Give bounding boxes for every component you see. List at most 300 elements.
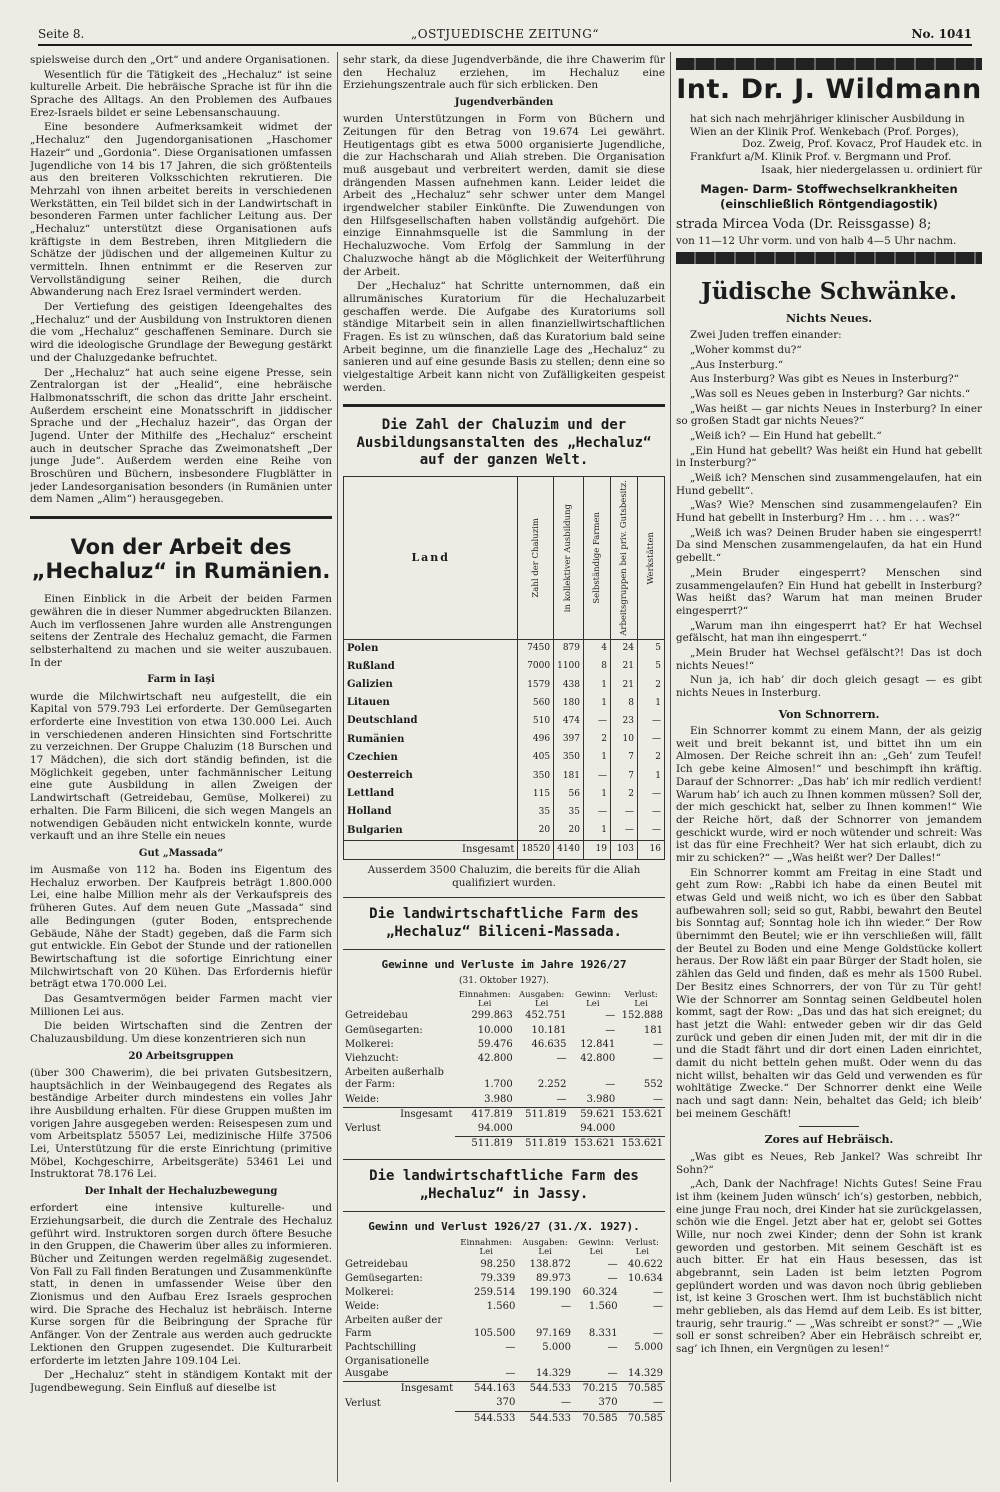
- story-zores: [676, 1151, 982, 1356]
- ad-border: [676, 58, 982, 70]
- value-cell: 560: [518, 694, 554, 712]
- value-cell: —: [638, 731, 665, 749]
- header-label: Selbständige Farmen: [591, 511, 602, 604]
- value-cell: 474: [554, 712, 584, 730]
- country-cell: Rumänien: [344, 731, 518, 749]
- amount-cell: 10.000: [477, 1024, 513, 1036]
- country-cell: Oesterreich: [344, 767, 518, 785]
- amount-cell: —: [653, 1093, 663, 1105]
- paragraph: wurden Unterstützungen in Form von Büchern und Zeitungen für den Betrag von 19.674 Lei gewährt. Heutigentags gibt es etwa 5000 organisierte Jugendliche, die zur Hachscharah und Aliah streben. Die Organisation muß ausgebaut und verbreitert werden, damit sie diese drängenden Massen aufnehmen kann. Leider leidet die Arbeit des „Hechaluz“ sehr schwer unter dem Mangel irgendwelcher stabiler Einkünfte. Die Zuwendungen von den Hilfsgesellschaften haben vollständig aufgehört. Die einzige Einnahmsquelle ist die Sammlung in der Hechaluzwoche. Vom Erfolg der Sammlung in der Chaluzwoche hängt ab die Möglichkeit der Weiterführung der Arbeit.: [343, 113, 665, 278]
- country-cell: Litauen: [344, 694, 518, 712]
- value-cell: 438: [554, 676, 584, 694]
- table-header-cell: Ausgaben: Lei: [518, 989, 565, 1009]
- value-cell: —: [611, 803, 638, 821]
- farm1-title: Die landwirtschaftliche Farm des „Hechaluz“ Biliceni-Massada.: [369, 906, 639, 940]
- table-header-cell: Land: [344, 476, 518, 639]
- story-paragraph: Ein Schnorrer kommt am Freitag in eine Stadt und geht zum Row: „Rabbi ich habe da einen Beutel mit etwas Geld und weiß nicht, wo ich es über den Sabbat aufbewahren soll; seid so gut, Rabbi, bewahrt den Beutel bis Sonntag auf; Sonntag hole ich ihn wieder.“ Der Row übernimmt den Beutel; wie er ihn verschließen will, fällt der Beutel zu Boden und eine Menge Goldstücke kollert heraus. Der Row läßt ein paar Bürger der Stadt holen, sie zählen das Geld und finden, daß es mehr als 1500 Rubel. Der Besitz eines Schnorrers, der von Tür zu Tür geht! Wie der Schnorrer am Sonntag seinen Geldbeutel holen kommt, sagt der Row: „Das und das hat sich ereignet; du hast jetzt die Wahl: entweder geben wir dir das Geld zurück und geben dir einen Juden mit, der mit dir in die und die Stadt fährt und dir dort einen Laden einrichtet, damit du nicht betteln gehen mußt. Oder wenn du das nicht willst, behalten wir das Geld und verwenden es für wohltätige Zwecke.“ Der Schnorrer denkt eine Weile nach und sagt dann: Nein, behaltet das Geld; ich bleib’ bei meinem Geschäft!: [676, 866, 982, 1120]
- ad-line: hat sich nach mehrjähriger klinischer Ausbildung in: [690, 112, 965, 125]
- amount-cell: 452.751: [525, 1010, 567, 1022]
- amount-cell: —: [605, 1024, 616, 1036]
- row-label: Getreidebau: [345, 1258, 408, 1270]
- amount-cell: 97.169: [535, 1327, 571, 1339]
- subheading: 20 Arbeitsgruppen: [128, 1050, 234, 1062]
- table-row: [344, 767, 665, 785]
- divider: [343, 404, 665, 407]
- table-header-cell: Verlust: Lei: [625, 1237, 659, 1257]
- value-cell: 23: [611, 712, 638, 730]
- column-1: [30, 54, 332, 1484]
- amount-cell: 59.621: [569, 1107, 618, 1122]
- table-header-cell: Gewinn: Lei: [575, 989, 611, 1009]
- table-row: [344, 785, 665, 803]
- amount-cell: 98.250: [480, 1258, 516, 1270]
- row-label: Weide:: [345, 1093, 380, 1105]
- value-cell: 2: [638, 676, 665, 694]
- amount-cell: 511.819: [455, 1137, 515, 1152]
- value-cell: 879: [554, 639, 584, 658]
- table-row: [344, 694, 665, 712]
- amount-cell: [617, 1122, 665, 1137]
- column-3: [676, 54, 982, 1484]
- ad-line: Wien an der Klinik Prof. Wenkebach (Prof. Porges),: [690, 125, 959, 138]
- value-cell: 24: [611, 639, 638, 658]
- row-label: Gemüsegarten:: [345, 1272, 423, 1284]
- country-cell: Insgesamt: [344, 840, 518, 859]
- amount-cell: 153.621: [617, 1137, 665, 1152]
- header-label: in kollektiver Ausbildung: [563, 503, 574, 612]
- country-cell: Galizien: [344, 676, 518, 694]
- paragraph: spielsweise durch den „Ort“ und andere Organisationen.: [30, 54, 330, 66]
- table-row: [343, 1382, 665, 1397]
- table-row: [344, 639, 665, 658]
- country-cell: Czechien: [344, 749, 518, 767]
- table-row: [343, 1093, 665, 1108]
- value-cell: —: [638, 822, 665, 841]
- story-nichts-neues: [676, 329, 982, 700]
- subheading: Jugendverbänden: [454, 97, 554, 109]
- empty-header: [343, 990, 455, 1010]
- table-row: [343, 1396, 665, 1411]
- table-row: [344, 840, 665, 859]
- amount-cell: —: [653, 1301, 663, 1313]
- paragraph: Der Vertiefung des geistigen Ideengehaltes des „Hechaluz“ und der Ausbildung von Instruktoren dienen die vom „Hechaluz“ geschaffenen Seminare. Durch sie wird die ideologische Grundlage der Bewegung gestärkt und der Chaluzgedanke befruchtet.: [30, 301, 332, 364]
- empty-header: [343, 1238, 455, 1258]
- paragraph: im Ausmaße von 112 ha. Boden ins Eigentum des Hechaluz erworben. Der Kaufpreis beträgt 1.800.000 Lei, eine halbe Million mehr als der Verkaufspreis des früheren Gutes. Auf dem neuen Gute „Massada“ sind alle Bedingungen (guter Boden, entsprechende Gebäude, Nähe der Stadt) gegeben, daß die Farm sich gut entwickle. Ein Gebot der Stunde und der rationellen Bewirtschaftung ist die sofortige Einrichtung einer Milchwirtschaft von 20 Kühen. Das Erfordernis hiefür beträgt etwa 170.000 Lei.: [30, 864, 332, 991]
- table-row: [343, 1024, 665, 1038]
- story-paragraph: Aus Insterburg? Was gibt es Neues in Insterburg?“: [690, 373, 959, 386]
- row-label: Molkerei:: [345, 1038, 394, 1050]
- table-row: [343, 1066, 665, 1092]
- story-von-schnorrern: [676, 725, 982, 1120]
- paragraph: (über 300 Chawerim), die bei privaten Gutsbesitzern, hauptsächlich in der Weinbaugegend des Regates als beständige Arbeiter durch mindestens ein volles Jahr ihre Ausbildung erhalten. Für diese Gruppen mußten im vorigen Jahre ausgegeben werden: Reisespesen zum und vom Arbeitsplatz 55057 Lei, medizinische Hilfe 37506 Lei, Unterstützung für die erste Einrichtung (primitive Möbel, Kochgeschirre, Arbeitsgeräte) 53461 Lei und Instruktorat 78.176 Lei.: [30, 1066, 332, 1181]
- subheading: Der Inhalt der Hechaluzbewegung: [84, 1186, 278, 1198]
- amount-cell: 94.000: [580, 1122, 616, 1134]
- table-header-cell: Einnahmen: Lei: [460, 1237, 513, 1257]
- paragraph: erfordert eine intensive kulturelle- und Erziehungsarbeit, die durch die Zentrale des Hechaluz geführt wird. Instruktoren sorgen durch öftere Besuche in den Gruppen, die Chawerim über alles zu informieren. Bücher und Zeitungen werden regelmäßig zugesendet. Von Fall zu Fall finden Beratungen und Zusammenkünfte statt, in denen in umfassender Weise über den Zionismus und den Aufbau Erez Israels gesprochen wird. Die Sprache des Hechaluz ist hebräisch. Interne Kurse sorgen für die Beibringung der Sprache für Anfänger. Von der Zentrale aus werden auch gedruckte Lektionen den Gruppen zugesendet. Die Kulturarbeit erforderte im letzten Jahre 109.104 Lei.: [30, 1202, 332, 1367]
- amount-cell: 152.888: [621, 1010, 663, 1022]
- farm1-subtitle: Gewinne und Verluste im Jahre 1926/27: [381, 958, 627, 972]
- paragraph: Das Gesamtvermögen beider Farmen macht vier Millionen Lei aus.: [30, 992, 332, 1018]
- value-cell: 10: [611, 731, 638, 749]
- value-cell: 1100: [554, 658, 584, 676]
- row-label: Molkerei:: [345, 1286, 394, 1298]
- table-header-cell: Einnahmen: Lei: [458, 989, 511, 1009]
- amount-cell: [515, 1122, 569, 1137]
- amount-cell: —: [607, 1272, 618, 1284]
- page-header: [38, 24, 972, 46]
- story-paragraph: „Weiß ich? Menschen sind zusammengelaufen, hat ein Hund gebellt“.: [676, 472, 982, 497]
- amount-cell: 10.181: [531, 1024, 567, 1036]
- ad-line: Isaak, hier niedergelassen u. ordiniert für: [761, 163, 982, 176]
- country-cell: Lettland: [344, 785, 518, 803]
- amount-cell: —: [653, 1327, 663, 1339]
- table-row: [343, 1314, 665, 1340]
- divider: [343, 949, 665, 950]
- amount-cell: 3.980: [484, 1093, 513, 1105]
- subheading: Gut „Massada“: [138, 847, 224, 859]
- amount-cell: 70.585: [573, 1411, 620, 1426]
- amount-cell: —: [560, 1397, 571, 1409]
- amount-cell: 299.863: [471, 1010, 513, 1022]
- section-headline: Jüdische Schwänke.: [700, 277, 958, 305]
- amount-cell: 8.331: [588, 1327, 618, 1339]
- amount-cell: 417.819: [455, 1107, 515, 1122]
- row-label: Insgesamt: [343, 1107, 455, 1122]
- table-header-cell: Ausgaben: Lei: [522, 1237, 568, 1257]
- story-paragraph: „Woher kommst du?“: [690, 343, 802, 356]
- country-cell: Holland: [344, 803, 518, 821]
- row-label: Gemüsegarten:: [345, 1024, 423, 1036]
- value-cell: 4140: [554, 840, 584, 859]
- amount-cell: 370: [496, 1397, 516, 1409]
- paragraph: Die beiden Wirtschaften sind die Zentren der Chaluzausbildung. Um diese konzentrieren sich nun: [30, 1020, 332, 1046]
- table-header-cell: [638, 476, 665, 639]
- table-row: [343, 1411, 665, 1426]
- amount-cell: 370: [598, 1397, 618, 1409]
- value-cell: —: [638, 785, 665, 803]
- table-row: [343, 1286, 665, 1300]
- amount-cell: —: [653, 1397, 663, 1409]
- value-cell: 4: [584, 639, 611, 658]
- amount-cell: 46.635: [531, 1038, 567, 1050]
- amount-cell: 544.533: [517, 1382, 573, 1397]
- ad-address: strada Mircea Voda (Dr. Reissgasse) 8;: [676, 217, 932, 233]
- value-cell: —: [584, 767, 611, 785]
- value-cell: 1579: [518, 676, 554, 694]
- value-cell: 1: [638, 694, 665, 712]
- table-row: [344, 731, 665, 749]
- farm2-balance-table: [343, 1238, 665, 1426]
- table-row: [344, 712, 665, 730]
- ad-doctor-name: Int. Dr. J. Wildmann: [676, 74, 982, 105]
- column-rule: [337, 52, 338, 1482]
- table-row: [343, 1038, 665, 1052]
- story-title: Nichts Neues.: [785, 311, 873, 325]
- value-cell: 115: [518, 785, 554, 803]
- divider: [343, 1211, 665, 1212]
- amount-cell: 42.800: [580, 1053, 616, 1065]
- story-paragraph: Ein Schnorrer kommt zu einem Mann, der als geizig weit und breit bekannt ist, und bittet ihn um ein Almosen. Der Reiche schreit ihn an: „Geh’ zum Teufel! Ich gebe keine Almosen!“ und beschimpft ihn kräftig. Darauf der Schnorrer: „Das hab’ ich mir redlich verdient! Warum hab’ ich auch zu Ihnen kommen müssen? Soll der, der mich geschickt hat, selber zu Ihnen kommen!“ Wie der Reiche hört, daß der Schnorrer von jemandem geschickt wurde, wird er noch wütender und schreit: Was ist das für eine Frechheit? Wer hat sich erlaubt, dich zu mir zu schicken?“ — „Was heißt wer? Der Dalles!“: [676, 725, 982, 864]
- paragraph: Der „Hechaluz“ steht in ständigem Kontakt mit der Jugendbewegung. Sein Einfluß auf dieselbe ist: [30, 1369, 332, 1394]
- row-label: Arbeiten außerhalb der Farm:: [345, 1067, 444, 1091]
- amount-cell: 1.700: [484, 1079, 513, 1091]
- table-row: [343, 1272, 665, 1286]
- value-cell: 8: [584, 658, 611, 676]
- value-cell: 21: [611, 658, 638, 676]
- value-cell: 510: [518, 712, 554, 730]
- table-header-row: [343, 990, 665, 1010]
- row-label: Weide:: [345, 1301, 380, 1313]
- value-cell: 19: [584, 840, 611, 859]
- value-cell: 496: [518, 731, 554, 749]
- story-paragraph: Zwei Juden treffen einander:: [690, 329, 842, 342]
- amount-cell: 40.622: [628, 1258, 663, 1270]
- amount-cell: 10.634: [628, 1272, 663, 1284]
- story-paragraph: „Was gibt es Neues, Reb Jankel? Was schreibt Ihr Sohn?“: [676, 1150, 982, 1176]
- amount-cell: 552: [643, 1079, 663, 1091]
- amount-cell: 181: [643, 1024, 663, 1036]
- amount-cell: —: [556, 1093, 567, 1105]
- value-cell: 2: [638, 749, 665, 767]
- table-header-cell: [554, 476, 584, 639]
- paragraph: sehr stark, da diese Jugendverbände, die ihre Chawerim für den Hechaluz erziehen, im Hechaluz eine Erziehungszentrale auch für sich erblicken. Den: [343, 54, 665, 92]
- amount-cell: 70.585: [620, 1411, 665, 1426]
- amount-cell: 544.533: [455, 1411, 517, 1426]
- country-cell: Deutschland: [344, 712, 518, 730]
- value-cell: 20: [518, 822, 554, 841]
- amount-cell: 70.215: [573, 1382, 620, 1397]
- amount-cell: 3.980: [586, 1093, 616, 1105]
- row-label: Verlust: [345, 1123, 381, 1135]
- value-cell: 103: [611, 840, 638, 859]
- story-paragraph: „Ach, Dank der Nachfrage! Nichts Gutes! Seine Frau ist ihm (keinem Juden wünsch’ ich’s) gestorben, nebbich, eine junge Frau noch, drei Kinder hat sie zurückgelassen, schön wie die Engel. Jetzt aber hat er, gelobt sei Gottes Wille, nur noch zwei Kinder; denn der Sohn ist krank geworden und gestorben. Mit seinem Geschäft ist es auch bitter. Er hat ein Haus besessen, das ist abgebrannt, sein Laden ist beim letzten Pogrom geplündert worden und was davon noch übrig geblieben ist, ist keine 3 Groschen wert. Ihm ist buchstäblich nicht mehr geblieben, als das Hemd auf dem Leib. Es ist bitter, traurig, sehr traurig.“ — „Was schreibt er sonst?“ — „Wie soll er sonst schreiben? Aber ein Hebräisch schreibt er, sag’ ich Ihnen, ein Vergnügen zu lesen!“: [676, 1178, 982, 1356]
- value-cell: 7: [611, 749, 638, 767]
- table-row: [344, 803, 665, 821]
- value-cell: 397: [554, 731, 584, 749]
- amount-cell: 199.190: [529, 1286, 571, 1298]
- table-row: [343, 1107, 665, 1122]
- table-title: Die Zahl der Chaluzim und der Ausbildungsanstalten des „Hechaluz“ auf der ganzen Welt.: [356, 417, 652, 469]
- amount-cell: —: [505, 1341, 516, 1353]
- table-row: [343, 1137, 665, 1152]
- amount-cell: 94.000: [477, 1122, 513, 1134]
- value-cell: 7: [611, 767, 638, 785]
- amount-cell: —: [607, 1368, 618, 1380]
- value-cell: —: [638, 803, 665, 821]
- table-note: Ausserdem 3500 Chaluzim, die bereits für die Aliah qualifiziert wurden.: [367, 863, 641, 889]
- story-paragraph: „Was? Wie? Menschen sind zusammengelaufen? Ein Hund hat gebellt in Insterburg? Hm . . . hm . . . was?“: [676, 499, 982, 525]
- country-cell: Rußland: [344, 658, 518, 676]
- table-row: [344, 749, 665, 767]
- table-row: [343, 1122, 665, 1137]
- amount-cell: 89.973: [535, 1272, 571, 1284]
- column-rule: [670, 52, 671, 1482]
- amount-cell: —: [607, 1341, 618, 1353]
- paragraph: wurde die Milchwirtschaft neu aufgestellt, die ein Kapital von 579.793 Lei erforderte. Der Gemüsegarten erforderte eine Investition von etwa 130.000 Lei. Auch in verschiedenen anderen Hinsichten sind Fortschritte zu verzeichnen. Der Gruppe Chaluzim (18 Burschen und 17 Mädchen), die sich dort ständig befinden, ist die Möglichkeit gegeben, unter fachmännischer Leitung eine gute Ausbildung in allen Zweigen der Landwirtschaft (Getreidebau, Gemüse, Molkerei) zu erhalten. Die Farm Biliceni, die sich wegen Mangels an notwendigen Gebäuden nicht entwickeln konnte, wurde verkauft und an ihre Stelle ein neues: [30, 690, 332, 843]
- amount-cell: —: [605, 1010, 616, 1022]
- paragraph: Wesentlich für die Tätigkeit des „Hechaluz“ ist seine kulturelle Arbeit. Die hebräische Sprache ist für ihn die Sprache des Alltags. An den Problemen des Aufbaues Erez-Israels bildet er seine Lebensanschauung.: [30, 68, 332, 119]
- table-row: [344, 822, 665, 841]
- page-number: Seite 8.: [38, 27, 85, 41]
- value-cell: 1: [638, 767, 665, 785]
- divider: [30, 516, 332, 519]
- amount-cell: —: [653, 1053, 663, 1065]
- value-cell: 5: [638, 639, 665, 658]
- ad-hours: von 11—12 Uhr vorm. und von halb 4—5 Uhr nachm.: [676, 234, 957, 247]
- header-label: Arbeitsgruppen bei priv. Gutsbesitz.: [618, 479, 629, 636]
- amount-cell: —: [653, 1038, 663, 1050]
- table-row: [343, 1355, 665, 1382]
- value-cell: 1: [584, 676, 611, 694]
- value-cell: 7450: [518, 639, 554, 658]
- amount-cell: 42.800: [477, 1053, 513, 1065]
- value-cell: 1: [584, 822, 611, 841]
- farm1-balance-table: [343, 990, 665, 1152]
- row-label: Organisationelle Ausgabe: [345, 1355, 429, 1380]
- amount-cell: 1.560: [588, 1301, 618, 1313]
- value-cell: 2: [611, 785, 638, 803]
- amount-cell: 511.819: [515, 1137, 569, 1152]
- row-label: [343, 1137, 455, 1152]
- value-cell: 35: [554, 803, 584, 821]
- issue-number: No. 1041: [911, 27, 972, 41]
- value-cell: 405: [518, 749, 554, 767]
- divider: [799, 1126, 859, 1127]
- story-paragraph: „Aus Insterburg.“: [690, 358, 784, 371]
- story-paragraph: „Mein Bruder hat Wechsel gefälscht?! Das ist doch nichts Neues!“: [676, 646, 982, 672]
- newspaper-title: „OSTJUEDISCHE ZEITUNG“: [411, 27, 599, 41]
- table-header-cell: [611, 476, 638, 639]
- value-cell: —: [584, 712, 611, 730]
- amount-cell: —: [556, 1053, 567, 1065]
- value-cell: 35: [518, 803, 554, 821]
- value-cell: 2: [584, 731, 611, 749]
- value-cell: 56: [554, 785, 584, 803]
- story-title: Zores auf Hebräisch.: [764, 1133, 894, 1147]
- ad-specialty: [676, 182, 982, 211]
- divider: [343, 897, 665, 898]
- value-cell: 350: [554, 749, 584, 767]
- farm1-date: (31. Oktober 1927).: [458, 975, 550, 986]
- row-label: [343, 1411, 455, 1426]
- story-paragraph: „Ein Hund hat gebellt? Was heißt ein Hund hat gebellt in Insterburg?“: [676, 444, 982, 470]
- story-title: Von Schnorrern.: [778, 707, 880, 721]
- value-cell: 1: [584, 749, 611, 767]
- ad-border: [676, 252, 982, 264]
- amount-cell: 511.819: [515, 1107, 569, 1122]
- amount-cell: 544.533: [517, 1411, 573, 1426]
- story-paragraph: „Mein Bruder eingesperrt? Menschen sind zusammengelaufen? Ein Hund hat gebellt in Insterburg? Was heißt das? Warum hat man meinen Bruder eingesperrt?“: [676, 566, 982, 617]
- value-cell: —: [584, 803, 611, 821]
- table-row: [343, 1341, 665, 1355]
- ad-specialty-line: (einschließlich Röntgendiagostik): [720, 196, 938, 211]
- story-paragraph: „Weiß ich was? Deinen Bruder haben sie eingesperrt! Da sind Menschen zusammengelaufen, da hat ein Hund gebellt.“: [676, 526, 982, 565]
- value-cell: 1: [584, 694, 611, 712]
- value-cell: 16: [638, 840, 665, 859]
- table-header-cell: [584, 476, 611, 639]
- amount-cell: 153.621: [617, 1107, 665, 1122]
- amount-cell: 60.324: [582, 1286, 618, 1298]
- value-cell: 20: [554, 822, 584, 841]
- value-cell: —: [638, 712, 665, 730]
- amount-cell: 14.329: [535, 1368, 571, 1380]
- table-row: [343, 1258, 665, 1272]
- header-label: Werkstätten: [645, 531, 656, 584]
- amount-cell: 1.560: [486, 1301, 516, 1313]
- amount-cell: —: [560, 1301, 571, 1313]
- amount-cell: 79.339: [480, 1272, 516, 1284]
- value-cell: 350: [518, 767, 554, 785]
- story-paragraph: „Was heißt — gar nichts Neues in Insterburg? In einer so großen Stadt gar nichts Neues?“: [676, 402, 982, 428]
- column-2: [343, 54, 665, 1484]
- farm2-subtitle: Gewinn und Verlust 1926/27 (31./X. 1927).: [368, 1220, 640, 1234]
- table-row: [344, 676, 665, 694]
- story-paragraph: „Weiß ich? — Ein Hund hat gebellt.“: [690, 429, 882, 442]
- table-row: [343, 1009, 665, 1023]
- paragraph: Eine besondere Aufmerksamkeit widmet der „Hechaluz“ den Jugendorganisationen „Haschomer Hazeir“ und „Gordonia“. Diese Organisationen umfassen Jugendliche von 14 bis 17 Jahren, die sich größtenteils aus den breiteren Volksschichten rekrutieren. Die Mehrzahl von ihnen arbeitet bereits in verschiedenen Werkstätten, ein Teil bildet sich in der Landwirtschaft in besonderen Farmen unter fachlicher Leitung aus. Der „Hechaluz“ unterstützt diese Organisationen aufs kräftigste in dem Bestreben, ihren Mitgliedern die Schätze der jüdischen und der allgemeinen Kultur zu vermitteln. Ihnen entnimmt er die Reserven zur Vervollständigung seiner Reihen, die durch Abwanderung nach Erez Israel vermindert werden.: [30, 121, 332, 299]
- table-header-cell: Verlust: Lei: [624, 989, 658, 1009]
- country-cell: Bulgarien: [344, 822, 518, 841]
- value-cell: 21: [611, 676, 638, 694]
- row-label: Verlust: [345, 1397, 381, 1409]
- value-cell: 18520: [518, 840, 554, 859]
- ad-specialty-line: Magen- Darm- Stoffwechselkrankheiten: [700, 182, 958, 197]
- amount-cell: 12.841: [580, 1038, 616, 1050]
- amount-cell: 59.476: [477, 1038, 513, 1050]
- amount-cell: 70.585: [620, 1382, 665, 1397]
- amount-cell: 5.000: [542, 1341, 571, 1353]
- amount-cell: —: [653, 1286, 663, 1298]
- table-header-cell: Gewinn: Lei: [578, 1237, 615, 1257]
- paragraph: Der „Hechaluz“ hat Schritte unternommen, daß ein allrumänisches Kuratorium für die Hechaluzarbeit geschaffen werde. Die Aufgabe des Kuratoriums soll ständige Mitarbeit sein in allen finanziellwirtschaftlichen Fragen. Es ist zu wünschen, daß das Kuratorium bald seine Arbeit beginne, um die finanzielle Lage des „Hechaluz“ zu sanieren und auf eine gesunde Basis zu stellen; denn eine so vielgestaltige Arbeit kann nicht von Zufälligkeiten gespeist werden.: [343, 280, 665, 394]
- article-headline: Von der Arbeit des „Hechaluz“ in Rumänien.: [31, 535, 331, 584]
- amount-cell: 138.872: [529, 1258, 571, 1270]
- row-label: Pachtschilling: [345, 1341, 417, 1353]
- value-cell: 1: [584, 785, 611, 803]
- story-paragraph: „Was soll es Neues geben in Insterburg? Gar nichts.“: [690, 387, 971, 400]
- story-paragraph: „Warum man ihn eingesperrt hat? Er hat Wechsel gefälscht, hat man ihn eingesperrt.“: [676, 619, 982, 645]
- country-cell: Polen: [344, 639, 518, 658]
- amount-cell: 153.621: [569, 1137, 618, 1152]
- divider: [343, 1159, 665, 1160]
- ad-line: Frankfurt a/M. Klinik Prof. v. Bergmann und Prof.: [690, 151, 952, 163]
- paragraph: Einen Einblick in die Arbeit der beiden Farmen gewähren die in dieser Nummer abgedruckten Bilanzen. Auch im verflossenen Jahre wurden alle Anstrengungen seitens der Zentrale des Hechaluz gemacht, die Farmen selbsterhaltend zu machen und sie weiter auszubauen. In der: [30, 593, 332, 669]
- paragraph: Der „Hechaluz“ hat auch seine eigene Presse, sein Zentralorgan ist der „Healid“, eine hebräische Halbmonatsschrift, die schon das dritte Jahr erscheint. Außerdem erscheint eine Monatsschrift in jiddischer Sprache und der „Hechaluz hazeir“, das Organ der Jugend. Unter der Mithilfe des „Hechaluz“ erscheint auch in deutscher Sprache das Zweimonatsheft „Der junge Jude“. Außerdem werden eine Reihe von Broschüren und Büchern, insbesondere Flugblätter in jeder Landesorganisation besonders (in Rumänien unter dem Namen „Alim“) herausgegeben.: [30, 366, 332, 506]
- table-row: [343, 1052, 665, 1066]
- table-header-row: [343, 1238, 665, 1258]
- amount-cell: —: [605, 1079, 616, 1091]
- value-cell: 180: [554, 694, 584, 712]
- table-header-cell: [518, 476, 554, 639]
- chaluzim-table: [343, 476, 665, 860]
- row-label: Viehzucht:: [345, 1053, 399, 1065]
- table-row: [344, 658, 665, 676]
- row-label: Insgesamt: [343, 1382, 455, 1397]
- value-cell: 5: [638, 658, 665, 676]
- farm2-title: Die landwirtschaftliche Farm des „Hechaluz“ in Jassy.: [369, 1168, 639, 1202]
- ad-line: Doz. Zweig, Prof. Kovacz, Prof Haudek etc. in: [742, 138, 982, 151]
- header-label: Zahl der Chaluzim: [530, 517, 541, 598]
- amount-cell: —: [505, 1368, 516, 1380]
- amount-cell: —: [607, 1258, 618, 1270]
- value-cell: 181: [554, 767, 584, 785]
- amount-cell: 14.329: [628, 1368, 663, 1380]
- amount-cell: 105.500: [473, 1327, 516, 1339]
- table-row: [343, 1300, 665, 1314]
- value-cell: 7000: [518, 658, 554, 676]
- amount-cell: 5.000: [634, 1341, 663, 1353]
- amount-cell: 2.252: [537, 1079, 567, 1091]
